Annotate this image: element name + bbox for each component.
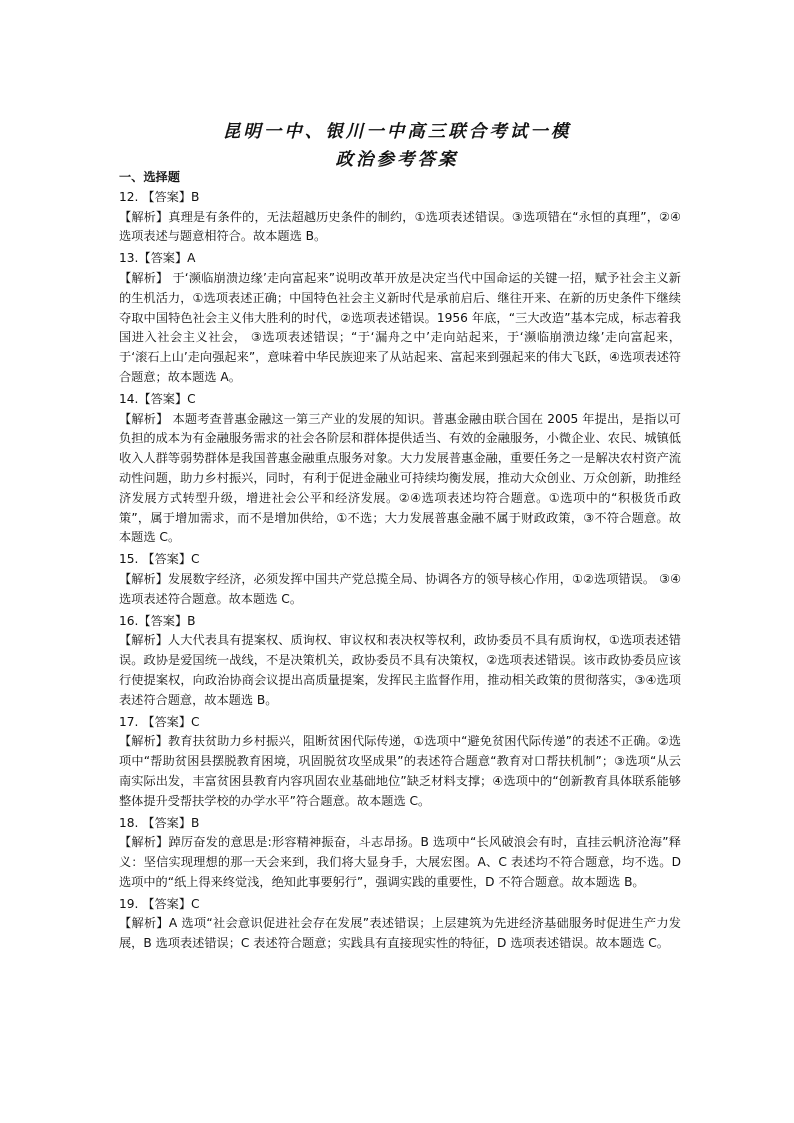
explanation-15: 【解析】发展数字经济，必须发挥中国共产党总揽全局、协调各方的领导核心作用，①②选项错误。 ③④选项表述符合题意。故本题选 C。 xyxy=(119,571,681,606)
answer-15: 15. 【答案】C xyxy=(119,552,200,567)
answer-14: 14.【答案】C xyxy=(119,391,196,406)
document-title: 昆明一中、银川一中高三联合考试一模 xyxy=(222,122,572,142)
document-subtitle: 政治参考答案 xyxy=(335,150,459,170)
answer-19: 19. 【答案】C xyxy=(119,896,200,911)
answer-16: 16.【答案】B xyxy=(119,613,196,628)
explanation-19: 【解析】A 选项“社会意识促进社会存在发展”表述错误；上层建筑为先进经济基础服务时促进生产力发展，B 选项表述错误；C 表述符合题意；实践具有直接现实性的特征，D 选项表述错误。故本题选 C。 xyxy=(119,916,681,951)
answer-17: 17. 【答案】C xyxy=(119,714,200,729)
section-heading: 一、选择题 xyxy=(119,170,180,184)
answer-18: 18. 【答案】B xyxy=(119,815,200,830)
explanation-16: 【解析】人大代表具有提案权、质询权、审议权和表决权等权利，政协委员不具有质询权，①选项表述错误。政协是爱国统一战线，不是决策机关，政协委员不具有决策权，②选项表述错误。该市政协委员应该行使提案权，向政治协商会议提出高质量提案，发挥民主监督作用，推动相关政策的贯彻落实，③④选项表述符合题意，故本题选 B。 xyxy=(119,633,681,707)
explanation-18: 【解析】踔厉奋发的意思是:形容精神振奋，斗志昂扬。B 选项中“长风破浪会有时，直挂云帆济沧海”释义：坚信实现理想的那一天会来到，我们将大显身手，大展宏图。A、C 表述均不符合题意，均不选。D 选项中的“纸上得来终觉浅，绝知此事要躬行”，强调实践的重要性，D 不符合题意。故本题选 B。 xyxy=(119,835,681,889)
answer-12: 12. 【答案】B xyxy=(119,189,200,204)
answer-13: 13.【答案】A xyxy=(119,251,196,266)
explanation-17: 【解析】教育扶贫助力乡村振兴，阻断贫困代际传递，①选项中“避免贫困代际传递”的表述不正确。②选项中“帮助贫困县摆脱教育困境，巩固脱贫攻坚成果”的表述符合题意“教育对口帮扶机制”；③选项“从云南实际出发，丰富贫困县教育内容巩固农业基础地位”缺乏材料支撑；④选项中的“创新教育具体联系能够整体提升受帮扶学校的办学水平”符合题意。故本题选 C。 xyxy=(119,734,681,808)
explanation-12: 【解析】真理是有条件的，无法超越历史条件的制约，①选项表述错误。③选项错在“永恒的真理”，②④ 选项表述与题意相符合。故本题选 B。 xyxy=(119,209,681,244)
answer-content xyxy=(119,168,681,956)
explanation-13: 【解析】 于‘濒临崩溃边缘’走向富起来”说明改革开放是决定当代中国命运的关键一招，赋予社会主义新的生机活力，①选项表述正确；中国特色社会主义新时代是承前启后、继往开来、在新的历史条件下继续夺取中国特色社会主义伟大胜利的时代，②选项表述错误。1956 年底，“三大改造”基本完成，标志着我国进入社会主义社会， ③选项表述错误；“于‘漏舟之中’走向站起来，于‘濒临崩溃边缘’走向富起来，于‘滚石上山’走向强起来”，意味着中华民族迎来了从站起来、富起来到强起来的伟大飞跃，④选项表述符合题意；故本题选 A。 xyxy=(119,270,681,384)
explanation-14: 【解析】 本题考查普惠金融这一第三产业的发展的知识。普惠金融由联合国在 2005 年提出，是指以可负担的成本为有金融服务需求的社会各阶层和群体提供适当、有效的金融服务，小微企业、农民、城镇低收入人群等弱势群体是我国普惠金融重点服务对象。大力发展普惠金融，重要任务之一是解决农村资产流动性问题，助力乡村振兴，同时，有利于促进金融业可持续均衡发展，推动大众创业、万众创新，助推经济发展方式转型升级，增进社会公平和经济发展。②④选项表述均符合题意。①选项中的“积极货币政策”，属于增加需求，而不是增加供给，①不选；大力发展普惠金融不属于财政政策，③不符合题意。故本题选 C。 xyxy=(119,411,681,545)
